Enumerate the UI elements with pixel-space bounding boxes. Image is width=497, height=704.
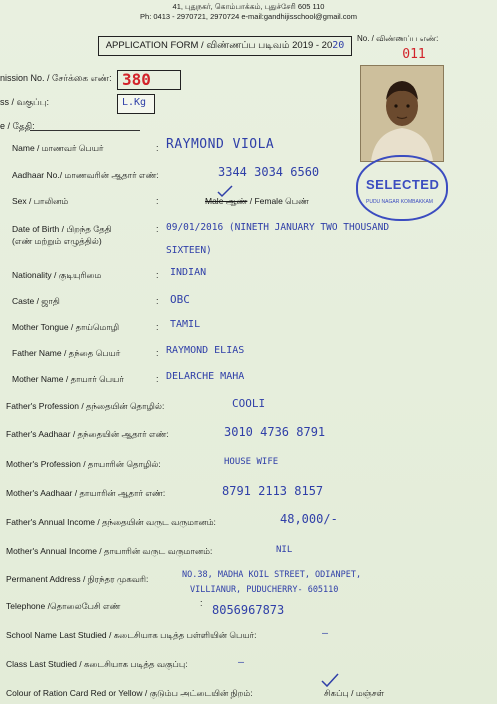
field-label-mother-tongue: Mother Tongue / தாய்மொழி [12,322,120,332]
field-label-telephone: Telephone /தொலைபேசி எண் [6,601,121,611]
school-address: 41, புதுநகர், கொம்பாக்கம், புதுச்சேரி 605 110 [172,2,325,11]
field-value-aadhaar: 3344 3034 6560 [218,165,320,179]
stamp-word: SELECTED [366,177,440,192]
field-value-caste: OBC [170,293,190,306]
field-label-father-aadhaar: Father's Aadhaar / தந்தையின் ஆதார் எண்: [6,429,169,439]
field-label-mother-profession: Mother's Profession / தாயாரின் தொழில்: [6,459,161,469]
checkmark-icon [320,672,340,688]
field-value-dob-words: SIXTEEN) [166,245,212,256]
field-value-father-profession: COOLI [232,397,266,410]
colon: : [156,224,159,234]
field-label-mother-aadhaar: Mother's Aadhaar / தாயாரின் ஆதார் எண்: [6,488,166,498]
admission-label: nission No. / சேர்க்கை எண்: [0,73,112,83]
stamp-ring-text: PUDU NAGAR KOMBAKKAM [366,199,433,205]
selected-stamp [356,155,448,221]
field-value-address: NO.38, MADHA KOIL STREET, ODIANPET, [182,570,362,580]
field-value-father-name: RAYMOND ELIAS [166,345,245,356]
field-label-dob-sub: (எண் மற்றும் எழுத்தில்) [12,236,102,246]
field-label-last-class: Class Last Studied / கடைசியாக படித்த வகுப்பு: [6,659,188,669]
colon: : [156,296,159,306]
admission-number: 380 [117,70,181,90]
field-value-mother-profession: HOUSE WIFE [224,457,279,467]
colon: : [156,143,159,153]
checkmark-icon [216,184,234,198]
field-label-address: Permanent Address / நிரந்தர முகவரி: [6,574,149,584]
form-title-text: APPLICATION FORM / விண்ணப்ப படிவம் 2019 - 20 [105,40,333,51]
colon: : [200,598,203,608]
field-label-mother-name: Mother Name / தாயார் பெயர் [12,374,124,384]
field-value-father-aadhaar: 3010 4736 8791 [224,425,326,439]
field-value-dob: 09/01/2016 (NINETH JANUARY TWO THOUSAND [166,222,390,233]
field-label-ration-card: Colour of Ration Card Red or Yellow / குடும்ப அட்டையின் நிறம்: [6,688,253,698]
field-value-address-line2: VILLIANUR, PUDUCHERRY- 605110 [190,585,339,595]
field-value-name: RAYMOND VIOLA [166,137,275,152]
field-value-mother-income: NIL [276,545,293,555]
field-value-last-class: — [238,657,245,668]
sex-option-male: Male ஆண் [205,196,248,206]
class-value: L.Kg [122,97,147,108]
sex-option-female: Female பெண் [254,196,309,206]
colon: : [156,270,159,280]
student-photo-image [361,66,443,161]
colon: : [156,196,159,206]
colon: : [156,348,159,358]
field-label-nationality: Nationality / குடியுரிமை [12,270,102,280]
field-value-last-school: — [322,628,329,639]
ration-option-yellow: மஞ்சள் [355,688,385,698]
application-number-label: No. / விண்ணப்ப எண்: [357,34,439,43]
student-photo [360,65,444,162]
application-number: 011 [402,47,426,62]
class-label: ss / வகுப்பு: [0,97,49,107]
field-value-mother-aadhaar: 8791 2113 8157 [222,484,324,498]
class-box [117,94,155,114]
field-label-dob: Date of Birth / பிறந்த தேதி [12,224,112,234]
form-title [98,36,352,56]
field-label-aadhaar: Aadhaar No./ மாணவரின் ஆதார் எண்: [12,170,159,180]
date-label: e / தேதி: [0,121,35,131]
form-year-suffix: 20 [332,40,345,51]
ration-option-red: சிகப்பு [324,688,349,698]
field-value-ration-card: சிகப்பு / மஞ்சள் [324,688,385,698]
field-value-father-income: 48,000/- [280,512,338,526]
field-value-telephone: 8056967873 [212,603,285,617]
field-label-caste: Caste / ஜாதி [12,296,60,306]
field-label-last-school: School Name Last Studied / கடைசியாக படித்த பள்ளியின் பெயர்: [6,630,257,640]
field-label-name: Name / மாணவர் பெயர் [12,143,104,153]
colon: : [156,374,159,384]
field-label-father-name: Father Name / தந்தை பெயர் [12,348,121,358]
colon: : [156,322,159,332]
field-label-father-profession: Father's Profession / தந்தையின் தொழில்: [6,401,165,411]
field-value-mother-tongue: TAMIL [170,319,201,330]
field-label-sex: Sex / பாலினம் [12,196,69,206]
date-line [30,130,140,131]
field-value-nationality: INDIAN [170,267,207,278]
field-label-mother-income: Mother's Annual Income / தாயாரின் வருட வருமானம்: [6,546,213,556]
school-contact: Ph: 0413 - 2970721, 2970724 e-mail:gandhijisschool@gmail.com [140,12,357,21]
field-value-sex: Male ஆண் / Female பெண் [205,196,309,206]
field-value-mother-name: DELARCHE MAHA [166,371,245,382]
field-label-father-income: Father's Annual Income / தந்தையின் வருட வருமானம்: [6,517,216,527]
